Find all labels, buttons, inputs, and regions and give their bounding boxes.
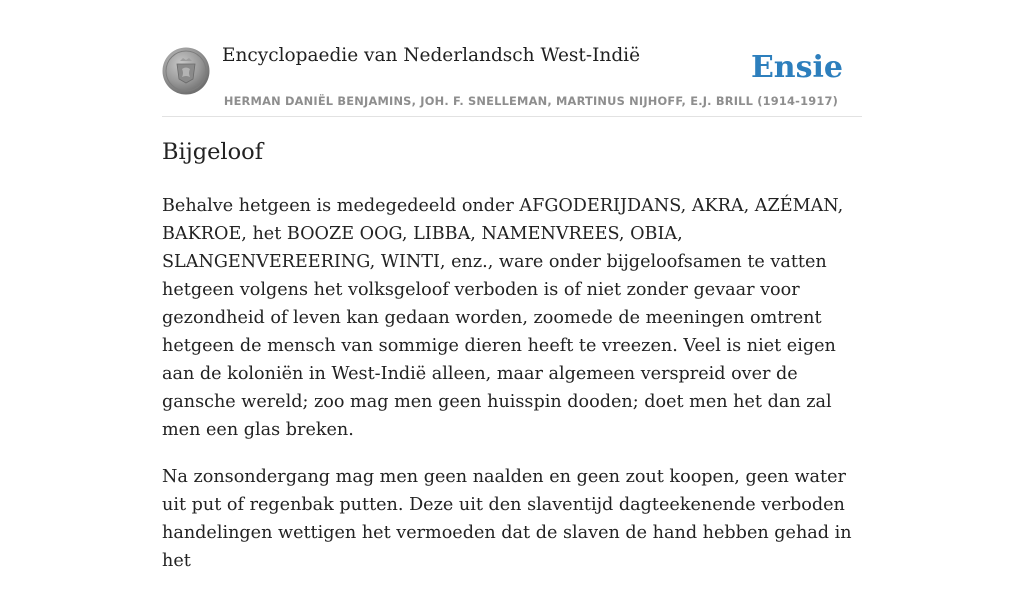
header [162, 0, 862, 117]
authors-line: HERMAN DANIËL BENJAMINS, JOH. F. SNELLEMAN, MARTINUS NIJHOFF, E.J. BRILL (1914-1917) [223, 94, 838, 108]
entry-title: Bijgeloof [162, 139, 264, 165]
body-paragraph: Behalve hetgeen is medegedeeld onder AFGODERIJDANS, AKRA, AZÉMAN, BAKROE, het BOOZE OOG, LIBBA, NAMENVREES, OBIA, SLANGENVEREERING, WINTI, enz., ware onder bijgeloofsamen te vatten hetgeen volgens het volksgeloof verboden is of niet zonder gevaar voor gezondheid of leven kan gedaan worden, zoomede de meeningen omtrent hetgeen de mensch van sommige dieren heeft te vreezen. Veel is niet eigen aan de koloniën in West-Indië alleen, maar algemeen verspreid over de gansche wereld; zoo mag men geen huisspin dooden; doet men het dan zal men een glas breken. [162, 196, 844, 440]
coin-seal-icon[interactable] [162, 47, 210, 95]
source-title[interactable]: Encyclopaedie van Nederlandsch West-Indië [222, 45, 641, 66]
ensie-logo-link[interactable]: Ensie [750, 50, 843, 85]
body-paragraph: Na zonsondergang mag men geen naalden en geen zout koopen, geen water uit put of regenbak putten. Deze uit den slaventijd dagteekenende verboden handelingen wettigen het vermoeden dat de slaven de hand hebben gehad in het [162, 467, 852, 571]
entry-body [162, 192, 867, 594]
